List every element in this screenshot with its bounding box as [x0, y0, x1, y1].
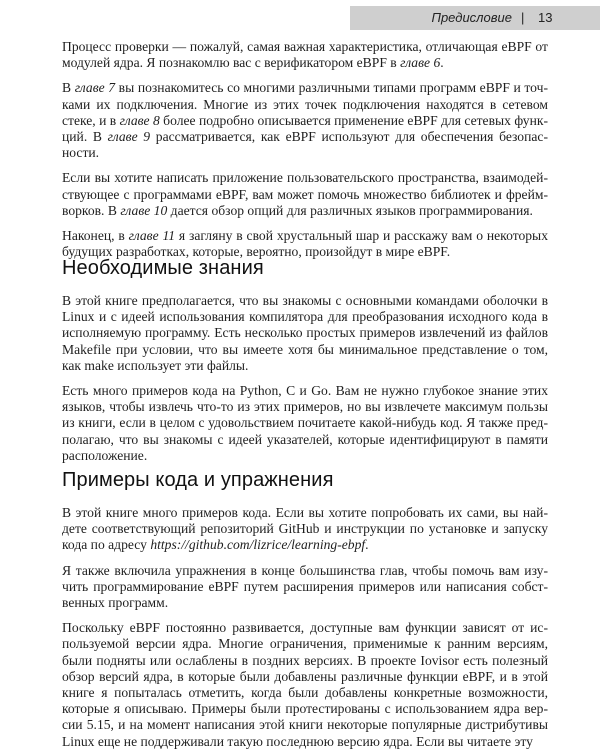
text-run: В: [62, 80, 75, 96]
heading-prerequisites: Необходимые знания: [62, 257, 264, 279]
chapter-reference: главе 10: [120, 202, 168, 218]
running-header: [0, 0, 600, 36]
header-separator: |: [521, 10, 525, 25]
text-run: Наконец, в: [62, 228, 129, 244]
chapter-reference: главе 7: [74, 80, 116, 96]
chapter-reference: главе 11: [128, 228, 176, 244]
code-examples-text-block: [62, 505, 548, 750]
paragraph-shell-knowledge: В этой книге предполагается, что вы знакомы с основными командами оболочки в Linux и с идеей использования компилятора для преобразования исходного кода в исполняемую программу. Есть несколько простых примеров извлечений из файлов Makefile при условии, что вы имеете хотя бы минимальное представление о том, как make использует эти файлы.: [62, 293, 548, 373]
paragraph-verifier: [62, 39, 548, 71]
header-section-title: Предисловие: [431, 10, 512, 25]
text-run: дается обзор опций для различных языков программирования.: [167, 202, 533, 218]
text-run: я загляну в свой хрустальный шар и расскажу вам о некоторых будущих разработках, которые, вероятно, произойдут в мире eBPF.: [62, 228, 548, 260]
text-run: .: [440, 55, 444, 71]
paragraph-kernel-versions: Поскольку eBPF постоянно развивается, доступные вам функции зависят от используемой версии ядра. Многие ограничения, применимые к ранним версиям, были подняты или ослаблены в поздних версиях. В проекте Iovisor есть полезный обзор версий ядра, в которые были добавлены различные функции eBPF, и в этой книге я попыталась отметить, когда были добавлены конкретные возможности, которые я описываю. Примеры были протестированы с использованием ядра версии 5.15, и на момент написания этой книги некоторые популярные дистрибутивы Linux еще не поддерживали такую последнюю версию ядра. Если вы читаете эту: [62, 620, 548, 749]
paragraph-exercises: Я также включила упражнения в конце большинства глав, чтобы помочь вам изучить программирование eBPF путем расширения примеров или написания собственных программ.: [62, 562, 548, 611]
repository-url[interactable]: https://github.com/lizrice/learning-ebpf: [150, 537, 366, 553]
text-run: В этой книге много примеров кода. Если вы хотите попробовать их сами, вы найдете соответствующий репозиторий GitHub и инструкции по установке и запуску кода по адресу: [62, 505, 548, 553]
text-run: рассматривается, как eBPF используют для обеспечения безопасности.: [62, 129, 548, 161]
heading-code-examples: Примеры кода и упражнения: [62, 469, 334, 491]
chapter-reference: главе 9: [107, 129, 151, 145]
chapter-reference: главе 6: [400, 55, 441, 71]
paragraph-future: [62, 228, 548, 260]
paragraph-repository: [62, 505, 548, 554]
text-run: .: [365, 537, 369, 553]
paragraph-languages: Есть много примеров кода на Python, C и Go. Вам не нужно глубокое знание этих языков, чтобы извлечь что-то из этих примеров, но вы извлечете максимум пользы из книги, если в целом с удовольствием почитаете какой-нибудь код. Я также предполагаю, что вы знакомы с идеей указателей, которые идентифицируют в памяти расположение.: [62, 383, 548, 463]
intro-text-block: [62, 39, 548, 260]
text-run: Если вы хотите написать приложение пользовательского пространства, взаимодействующее с программами eBPF, вам может помочь множество библиотек и фреймворков. В: [62, 170, 548, 218]
chapter-reference: главе 8: [119, 112, 160, 128]
text-run: Процесс проверки — пожалуй, самая важная характеристика, отличающая eBPF от модулей ядра. Я познакомлю вас с верификатором eBPF в: [62, 39, 548, 71]
page-number: 13: [538, 10, 553, 25]
paragraph-program-types: [62, 80, 548, 161]
paragraph-libraries: [62, 170, 548, 219]
text-run: вы познакомитесь со многими различными типами программ eBPF и точками их подключения. Многие из этих точек подключения находятся в сетевом стеке, и в: [62, 80, 548, 128]
text-run: более подробно описывается применение eBPF для сетевых функций. В: [62, 112, 549, 145]
prerequisites-text-block: [62, 293, 548, 464]
